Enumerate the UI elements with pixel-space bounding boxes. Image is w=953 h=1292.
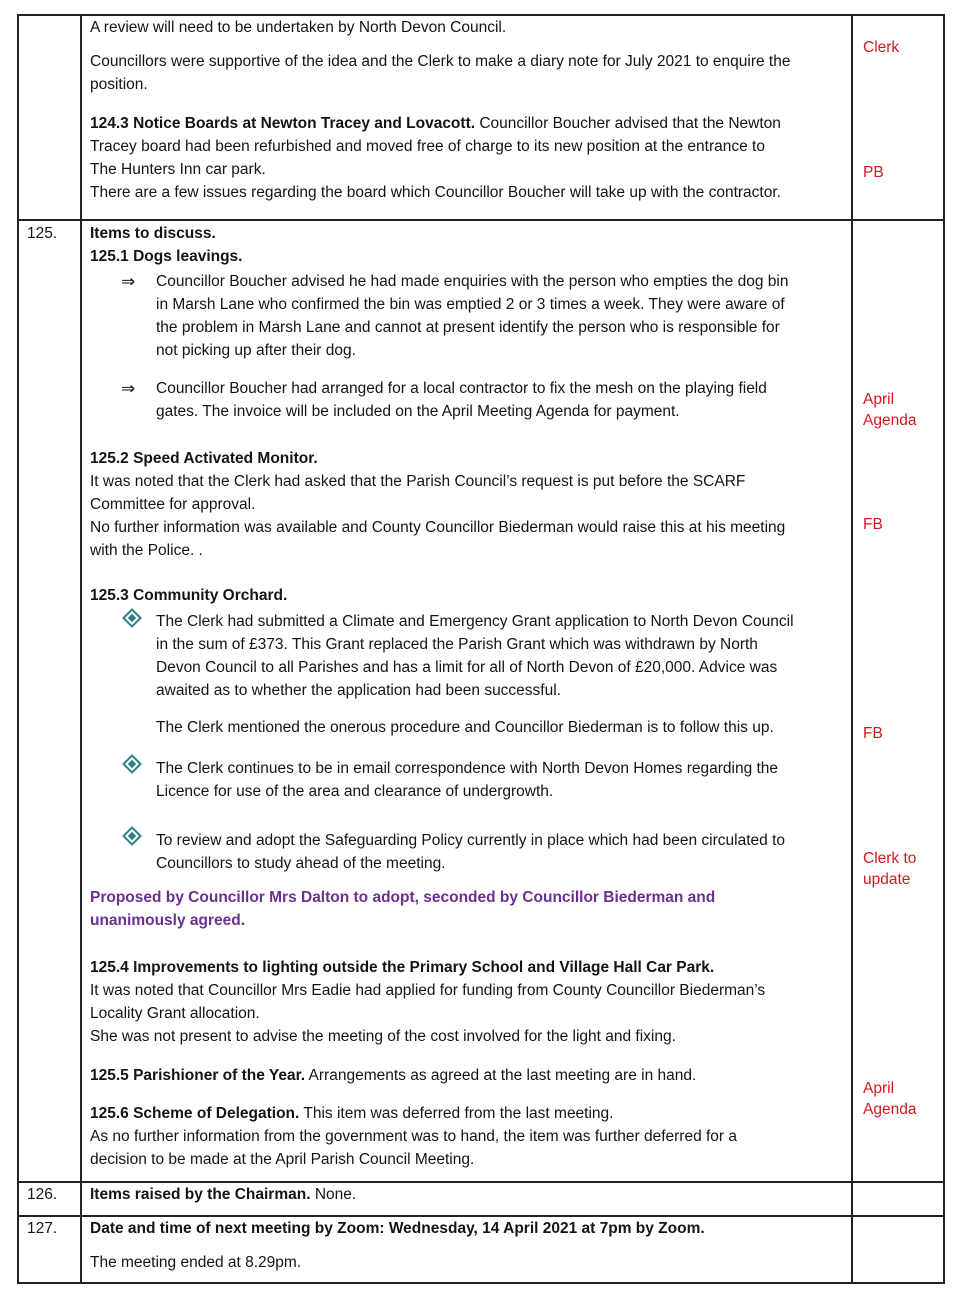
orchard-bullet-1-line-4: awaited as to whether the application had been successful. — [156, 682, 561, 699]
table-border-bottom — [17, 1282, 945, 1284]
speed-line-4: with the Police. . — [90, 542, 203, 559]
item-125-6 — [90, 1103, 613, 1125]
item-126-text: None. — [310, 1186, 357, 1203]
lighting-line-2: Locality Grant allocation. — [90, 1005, 260, 1022]
orchard-bullet-1-line-1: The Clerk had submitted a Climate and Emergency Grant application to North Devon Council — [156, 613, 794, 630]
item-125-5-heading: 125.5 Parishioner of the Year. — [90, 1067, 306, 1084]
diamond-bullet-icon — [122, 826, 142, 846]
item-124-3-line-3: The Hunters Inn car park. — [90, 161, 266, 178]
review-line: A review will need to be undertaken by North Devon Council. — [90, 19, 507, 36]
item-126 — [90, 1184, 356, 1206]
speed-line-3: No further information was available and County Councillor Biederman would raise this at his meeting — [90, 519, 786, 536]
lighting-line-1: It was noted that Councillor Mrs Eadie had applied for funding from County Councillor Biederman’s — [90, 982, 766, 999]
item-124-3-line-4: There are a few issues regarding the board which Councillor Boucher will take up with the contractor. — [90, 184, 781, 201]
action-agenda: Agenda — [863, 412, 917, 429]
items-to-discuss-heading: Items to discuss. — [90, 225, 216, 242]
resolution-line-1: Proposed by Councillor Mrs Dalton to adopt, seconded by Councillor Biederman and — [90, 889, 716, 906]
table-border-left — [17, 14, 19, 1284]
diary-note-line-2: position. — [90, 76, 148, 93]
next-meeting-heading: Date and time of next meeting by Zoom: Wednesday, 14 April 2021 at 7pm by Zoom. — [90, 1220, 705, 1237]
right-arrow-icon: ⇒ — [121, 379, 136, 398]
delegation-line-2: decision to be made at the April Parish Council Meeting. — [90, 1151, 475, 1168]
action-update: update — [863, 871, 911, 888]
resolution-line-2: unanimously agreed. — [90, 912, 246, 929]
orchard-bullet-1-line-2: in the sum of £373. This Grant replaced the Parish Grant which was withdrawn by North — [156, 636, 758, 653]
row-divider-127 — [17, 1215, 945, 1217]
action-april-agenda-2 — [863, 1078, 916, 1120]
dogs-bullet-1-line-3: the problem in Marsh Lane and cannot at present identify the person who is responsible for — [156, 319, 780, 336]
item-125-5 — [90, 1065, 696, 1087]
item-125-4-heading: 125.4 Improvements to lighting outside the Primary School and Village Hall Car Park. — [90, 959, 715, 976]
diamond-bullet-icon — [122, 608, 142, 628]
item-125-2-heading: 125.2 Speed Activated Monitor. — [90, 450, 318, 467]
dogs-bullet-2-line-1: Councillor Boucher had arranged for a local contractor to fix the mesh on the playing field — [156, 380, 767, 397]
item-number-126: 126. — [27, 1186, 58, 1203]
orchard-bullet-3-line-1: To review and adopt the Safeguarding Policy currently in place which had been circulated to — [156, 832, 785, 849]
action-april: April — [863, 1080, 895, 1097]
item-125-1-heading: 125.1 Dogs leavings. — [90, 248, 243, 265]
table-border-right — [943, 14, 945, 1284]
meeting-ended: The meeting ended at 8.29pm. — [90, 1254, 302, 1271]
column-divider-action — [851, 14, 853, 1284]
item-124-3-text: Councillor Boucher advised that the Newton — [475, 115, 781, 132]
item-124-3 — [90, 113, 781, 135]
speed-line-1: It was noted that the Clerk had asked that the Parish Council’s request is put before the SCARF — [90, 473, 746, 490]
action-clerk: Clerk — [863, 39, 900, 56]
orchard-bullet-3-line-2: Councillors to study ahead of the meeting. — [156, 855, 446, 872]
dogs-bullet-1-line-4: not picking up after their dog. — [156, 342, 356, 359]
row-divider-126 — [17, 1181, 945, 1183]
action-agenda: Agenda — [863, 1101, 917, 1118]
diary-note-line-1: Councillors were supportive of the idea and the Clerk to make a diary note for July 2021 to enquire the — [90, 53, 791, 70]
item-125-6-heading: 125.6 Scheme of Delegation. — [90, 1105, 300, 1122]
delegation-line-1: As no further information from the government was to hand, the item was further deferred for a — [90, 1128, 738, 1145]
dogs-bullet-1-line-2: in Marsh Lane who confirmed the bin was emptied 2 or 3 times a week. They were aware of — [156, 296, 785, 313]
dogs-bullet-1-line-1: Councillor Boucher advised he had made enquiries with the person who empties the dog bin — [156, 273, 789, 290]
right-arrow-icon: ⇒ — [121, 272, 136, 291]
dogs-bullet-2-line-2: gates. The invoice will be included on the April Meeting Agenda for payment. — [156, 403, 680, 420]
item-number-125: 125. — [27, 225, 58, 242]
row-divider-125 — [17, 219, 945, 221]
lighting-line-3: She was not present to advise the meeting of the cost involved for the light and fixing. — [90, 1028, 676, 1045]
orchard-follow-up: The Clerk mentioned the onerous procedure and Councillor Biederman is to follow this up. — [156, 719, 774, 736]
action-fb-2: FB — [863, 725, 883, 742]
item-125-3-heading: 125.3 Community Orchard. — [90, 587, 288, 604]
item-124-3-heading: 124.3 Notice Boards at Newton Tracey and Lovacott. — [90, 115, 476, 132]
orchard-bullet-2-line-1: The Clerk continues to be in email correspondence with North Devon Homes regarding the — [156, 760, 779, 777]
minutes-table — [17, 14, 945, 1284]
item-125-5-text: Arrangements as agreed at the last meeting are in hand. — [305, 1067, 697, 1084]
action-clerk-to: Clerk to — [863, 850, 917, 867]
action-clerk-to-update — [863, 848, 916, 890]
speed-line-2: Committee for approval. — [90, 496, 256, 513]
diamond-bullet-icon — [122, 754, 142, 774]
orchard-bullet-2-line-2: Licence for use of the area and clearance of undergrowth. — [156, 783, 554, 800]
table-border-top — [17, 14, 945, 16]
action-pb: PB — [863, 164, 884, 181]
action-fb-1: FB — [863, 516, 883, 533]
item-number-127: 127. — [27, 1220, 58, 1237]
action-april: April — [863, 391, 895, 408]
item-126-heading: Items raised by the Chairman. — [90, 1186, 311, 1203]
column-divider-number — [80, 14, 82, 1284]
action-april-agenda-1 — [863, 389, 916, 431]
orchard-bullet-1-line-3: Devon Council to all Parishes and has a limit for all of North Devon of £20,000. Advice was — [156, 659, 778, 676]
item-125-6-text: This item was deferred from the last meeting. — [299, 1105, 614, 1122]
item-124-3-line-2: Tracey board had been refurbished and moved free of charge to its new position at the entrance to — [90, 138, 765, 155]
